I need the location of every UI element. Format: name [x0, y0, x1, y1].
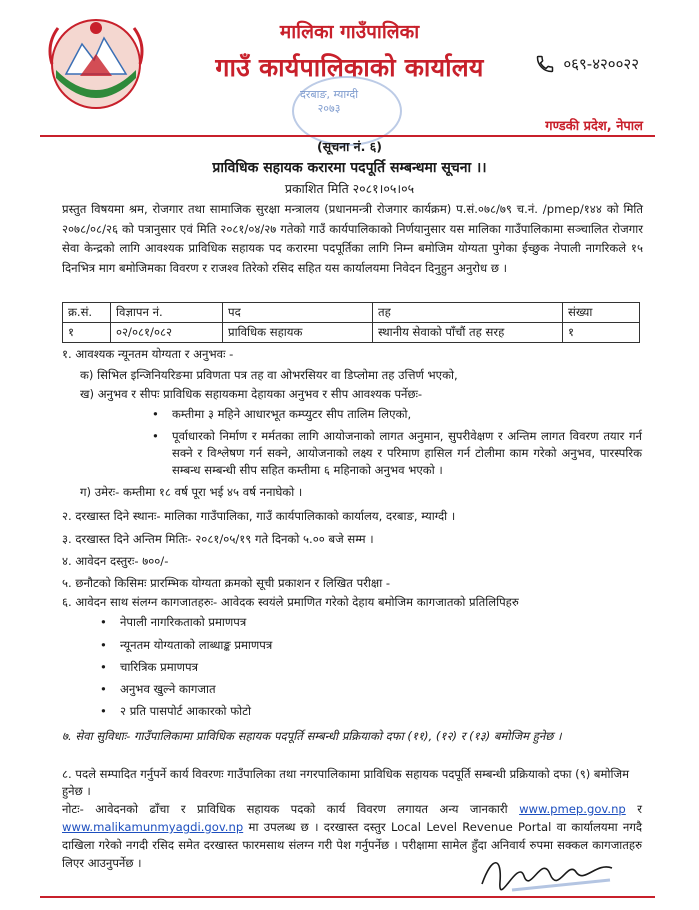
province-label: गण्डकी प्रदेश, नेपाल — [545, 119, 643, 134]
application-place: २. दरखास्त दिने स्थानः- मालिका गाउँपालिका, गाउँ कार्यपालिकाको कार्यालय, दरबाङ, म्याग्दी । — [62, 509, 456, 523]
list-item: • कम्तीमा ३ महिने आधारभूत कम्प्युटर सीप तालिम लिएको, — [172, 406, 642, 423]
list-item: • पूर्वाधारको निर्माण र मर्मतका लागि आयोजनाको लागत अनुमान, सुपरीवेक्षण र अन्तिम लागत विवरण तयार गर्न सक्ने र विश्लेषण गर्न सक्ने, आयोजनाको लक्ष्य र परिमाण हासिल गर्न टोलीमा काम गरेको अनुभव, पारस्परिक सम्बन्ध सम्बन्धी सीप सहित कम्तीमा ६ महिनाको अनुभव भएको । — [172, 428, 642, 479]
vacancy-table — [62, 302, 640, 343]
header-divider — [40, 135, 655, 137]
application-deadline: ३. दरखास्त दिने अन्तिम मितिः- २०८१/०५/१९ गते दिनको ५.०० बजे सम्म । — [62, 532, 374, 546]
requirement-kha: ख) अनुभव र सीपः प्राविधिक सहायकमा देहायका अनुभव र सीप आवश्यक पर्नेछः- — [80, 387, 423, 401]
list-item: • २ प्रति पासपोर्ट आकारको फोटो — [120, 703, 251, 720]
municipality-website-link[interactable]: www.malikamunmyagdi.gov.np — [62, 820, 244, 834]
phone-contact — [535, 54, 639, 74]
job-description: ८. पदले सम्पादित गर्नुपर्ने कार्य विवरणः गाउँपालिका तथा नगरपालिकामा प्राविधिक सहायक पदपूर्ति सम्बन्धी प्रक्रियाको दफा (९) बमोजिम हुनेछ । — [62, 767, 630, 798]
office-name: गाउँ कार्यपालिकाको कार्यालय — [215, 53, 484, 82]
required-documents: ६. आवेदन साथ संलग्न कागजातहरुः- आवेदक स्वयंले प्रमाणित गरेको देहाय बमोजिम कागजातको प्रतिलिपिहरु — [62, 595, 519, 609]
selection-type: ५. छनौटको किसिमः प्रारम्भिक योग्यता क्रमको सूची प्रकाशन र लिखित परीक्षा - — [62, 576, 391, 590]
table-header-cell: संख्या — [563, 303, 640, 323]
list-item: • न्यूनतम योग्यताको लाब्धाङ्क प्रमाणपत्र — [120, 637, 272, 654]
pmep-link[interactable]: www.pmep.gov.np — [519, 802, 626, 816]
table-header-cell: विज्ञापन नं. — [111, 303, 223, 323]
requirement-ka: क) सिभिल इन्जिनियरिङमा प्रविणता पत्र तह वा ओभरसियर वा डिप्लोमा तह उत्तिर्ण भएको, — [80, 368, 458, 382]
intro-paragraph: प्रस्तुत विषयमा श्रम, रोजगार तथा सामाजिक सुरक्षा मन्त्रालय (प्रधानमन्त्री रोजगार कार्यक्रम) प.सं.०७८/७९ च.नं. /pmep/१४४ को मिति २०७८/०८/२६ को पत्रानुसार एवं मिति २०८१/०४/२७ गतेको गाउँ कार्यपालिकाको निर्णयानुसार यस मालिका गाउँपालिकामा सञ्चालित रोजगार सेवा केन्द्रको लागि आवश्यक प्राविधिक सहायक पद करारमा पदपूर्तिका लागि निम्न बमोजिम योग्यता पुगेका ईच्छुक नेपाली नागरिकले १५ दिनभित्र माग बमोजिमका विवरण र राजश्व तिरेको रसिद सहित यस कार्यालयमा निवेदन दिनुहुन अनुरोध छ । — [62, 202, 643, 275]
published-date: प्रकाशित मिति २०८१।०५।०५ — [284, 181, 415, 196]
list-item: • चारित्रिक प्रमाणपत्र — [120, 659, 198, 676]
table-cell: स्थानीय सेवाको पाँचौं तह सरह — [373, 323, 563, 343]
list-item: • नेपाली नागरिकताको प्रमाणपत्र — [120, 614, 246, 631]
table-row — [63, 323, 640, 343]
stamp-text: दरबाङ, म्याग्दी २०७३ — [300, 88, 359, 115]
table-header-row — [63, 303, 640, 323]
note-text: र — [637, 802, 642, 816]
municipality-name: मालिका गाउँपालिका — [279, 21, 420, 43]
table-header-cell: तह — [373, 303, 563, 323]
requirement-ga: ग) उमेरः- कम्तीमा १८ वर्ष पूरा भई ४५ वर्ष ननाघेको । — [80, 485, 303, 499]
note-text: नोटः- आवेदनको ढाँचा र प्राविधिक सहायक पदको कार्य विवरण लगायत अन्य जानकारी — [62, 802, 508, 816]
footer-divider — [40, 896, 655, 898]
application-fee: ४. आवेदन दस्तुरः- ७००/- — [62, 554, 169, 568]
table-header-cell: पद — [223, 303, 373, 323]
note-text: मा उपलब्ध छ । दरखास्त दस्तुर Local Level Revenue Portal वा कार्यालयमा नगदै दाखिला गरेको नगदी रसिद समेत दरखास्त फारमसाथ संलग्न गरी पेश गर्नुपर्नेछ । परीक्षामा सामेल हुँदा अनिवार्य रुपमा सक्कल कागजातहरु लिएर आउनुपर्नेछ । — [62, 820, 643, 870]
phone-number: ०६९-४२००२२ — [563, 55, 639, 73]
phone-icon — [535, 54, 555, 74]
list-item: • अनुभव खुल्ने कागजात — [120, 681, 216, 698]
service-benefits: ७. सेवा सुविधाः- गाउँपालिकामा प्राविधिक सहायक पदपूर्ति सम्बन्धी प्रक्रियाको दफा (११), (१२) र (१३) बमोजिम हुनेछ । — [62, 729, 562, 743]
notice-number: (सूचना नं. ६) — [317, 139, 382, 154]
notice-title: प्राविधिक सहायक करारमा पदपूर्ति सम्बन्धमा सूचना ।। — [212, 160, 487, 176]
requirements-heading: १. आवश्यक न्यूनतम योग्यता र अनुभवः - — [62, 347, 234, 361]
table-cell: १ — [563, 323, 640, 343]
table-header-cell: क्र.सं. — [63, 303, 111, 323]
table-cell: प्राविधिक सहायक — [223, 323, 373, 343]
table-cell: ०२/०८१/०८२ — [111, 323, 223, 343]
table-cell: १ — [63, 323, 111, 343]
signature-icon — [472, 846, 622, 896]
